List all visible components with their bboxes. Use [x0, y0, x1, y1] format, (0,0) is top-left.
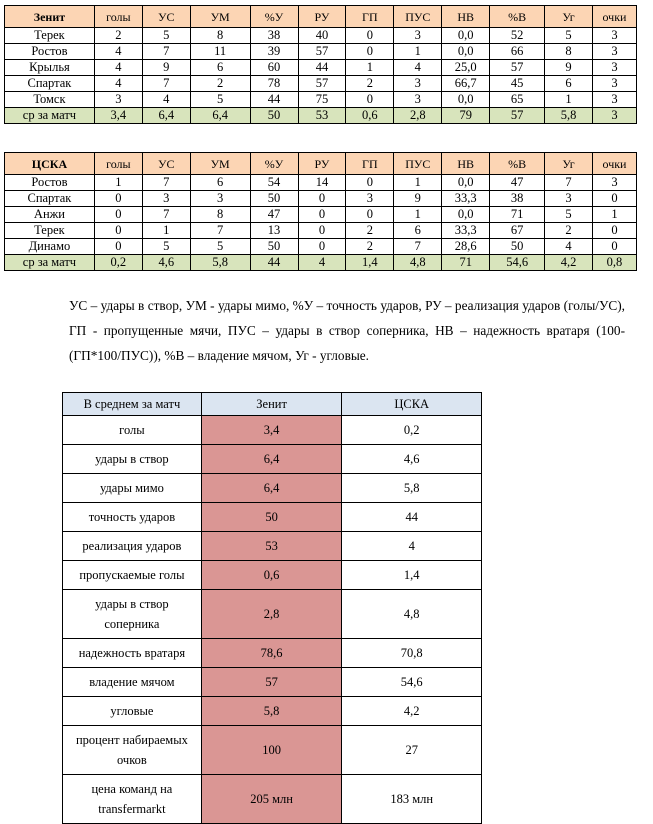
stat-cell: 4	[142, 92, 190, 108]
stat-cell: 0	[592, 239, 636, 255]
column-header: УМ	[190, 153, 250, 175]
opponent-cell: Динамо	[5, 239, 95, 255]
column-header: очки	[592, 6, 636, 28]
stat-cell: 0	[346, 92, 394, 108]
stat-cell: 33,3	[442, 223, 490, 239]
zenit-value: 5,8	[201, 697, 342, 726]
average-cell: 3	[592, 108, 636, 124]
average-cell: 4,6	[142, 255, 190, 271]
table-row	[5, 28, 637, 44]
column-header: голы	[94, 153, 142, 175]
stat-cell: 28,6	[442, 239, 490, 255]
opponent-cell: Терек	[5, 28, 95, 44]
average-cell: 4,2	[545, 255, 593, 271]
stat-cell: 7	[545, 175, 593, 191]
zenit-value: 6,4	[201, 474, 342, 503]
stat-cell: 8	[190, 28, 250, 44]
average-cell: 71	[442, 255, 490, 271]
metric-label: процент набираемых очков	[63, 726, 202, 775]
summary-row	[63, 697, 482, 726]
stat-cell: 5	[545, 28, 593, 44]
stat-cell: 3	[592, 28, 636, 44]
average-cell: 54,6	[490, 255, 545, 271]
metric-label: пропускаемые голы	[63, 561, 202, 590]
stat-cell: 6	[190, 60, 250, 76]
stat-cell: 2	[94, 28, 142, 44]
column-header: Уг	[545, 153, 593, 175]
zenit-value: 0,6	[201, 561, 342, 590]
stat-cell: 1	[94, 175, 142, 191]
cska-value: 4,6	[342, 445, 482, 474]
average-label: ср за матч	[5, 108, 95, 124]
cska-value: 4	[342, 532, 482, 561]
stat-cell: 9	[142, 60, 190, 76]
stat-cell: 39	[250, 44, 298, 60]
column-header: %В	[490, 153, 545, 175]
summary-row	[63, 775, 482, 824]
average-cell: 3,4	[94, 108, 142, 124]
stat-cell: 50	[490, 239, 545, 255]
stat-cell: 4	[94, 76, 142, 92]
stat-cell: 0	[94, 223, 142, 239]
summary-column-header: ЦСКА	[342, 393, 482, 416]
summary-row	[63, 668, 482, 697]
stat-cell: 66,7	[442, 76, 490, 92]
stat-cell: 3	[94, 92, 142, 108]
zenit-value: 78,6	[201, 639, 342, 668]
column-header: Уг	[545, 6, 593, 28]
average-cell: 57	[490, 108, 545, 124]
stat-cell: 0	[346, 28, 394, 44]
stat-cell: 0	[94, 207, 142, 223]
stat-cell: 47	[250, 207, 298, 223]
stat-cell: 44	[250, 92, 298, 108]
summary-column-header: В среднем за матч	[63, 393, 202, 416]
column-header: ГП	[346, 153, 394, 175]
stat-cell: 7	[142, 175, 190, 191]
stat-cell: 6	[394, 223, 442, 239]
team-name-header: Зенит	[5, 6, 95, 28]
cska-stats-table	[4, 152, 637, 271]
stat-cell: 50	[250, 239, 298, 255]
opponent-cell: Терек	[5, 223, 95, 239]
summary-row	[63, 503, 482, 532]
zenit-stats-table	[4, 5, 637, 124]
zenit-value: 50	[201, 503, 342, 532]
zenit-value: 2,8	[201, 590, 342, 639]
stat-cell: 1	[394, 175, 442, 191]
summary-row	[63, 474, 482, 503]
stat-cell: 0	[346, 44, 394, 60]
stat-cell: 1	[346, 60, 394, 76]
summary-row	[63, 639, 482, 668]
stat-cell: 2	[346, 76, 394, 92]
stat-cell: 1	[545, 92, 593, 108]
average-label: ср за матч	[5, 255, 95, 271]
stat-cell: 9	[545, 60, 593, 76]
zenit-value: 3,4	[201, 416, 342, 445]
header-row	[5, 6, 637, 28]
stat-cell: 5	[142, 28, 190, 44]
average-cell: 0,6	[346, 108, 394, 124]
column-header: %У	[250, 153, 298, 175]
average-cell: 6,4	[142, 108, 190, 124]
metric-label: удары мимо	[63, 474, 202, 503]
stat-cell: 25,0	[442, 60, 490, 76]
stat-cell: 8	[545, 44, 593, 60]
stat-cell: 0,0	[442, 175, 490, 191]
stat-cell: 67	[490, 223, 545, 239]
stat-cell: 65	[490, 92, 545, 108]
summary-row	[63, 416, 482, 445]
average-cell: 5,8	[190, 255, 250, 271]
stat-cell: 45	[490, 76, 545, 92]
stat-cell: 0	[298, 223, 346, 239]
zenit-value: 57	[201, 668, 342, 697]
stat-cell: 60	[250, 60, 298, 76]
average-cell: 79	[442, 108, 490, 124]
stat-cell: 1	[142, 223, 190, 239]
table-row	[5, 239, 637, 255]
summary-row	[63, 445, 482, 474]
stat-cell: 38	[490, 191, 545, 207]
opponent-cell: Анжи	[5, 207, 95, 223]
cska-value: 5,8	[342, 474, 482, 503]
cska-value: 44	[342, 503, 482, 532]
table-row	[5, 92, 637, 108]
average-cell: 50	[250, 108, 298, 124]
opponent-cell: Томск	[5, 92, 95, 108]
column-header: НВ	[442, 153, 490, 175]
average-cell: 4	[298, 255, 346, 271]
metric-label: точность ударов	[63, 503, 202, 532]
stat-cell: 0,0	[442, 44, 490, 60]
stat-cell: 3	[592, 60, 636, 76]
stat-cell: 5	[190, 239, 250, 255]
column-header: УС	[142, 153, 190, 175]
stat-cell: 4	[94, 60, 142, 76]
stat-cell: 7	[190, 223, 250, 239]
zenit-value: 100	[201, 726, 342, 775]
table-row	[5, 223, 637, 239]
cska-value: 27	[342, 726, 482, 775]
metric-label: владение мячом	[63, 668, 202, 697]
stat-cell: 3	[592, 92, 636, 108]
stat-cell: 50	[250, 191, 298, 207]
metric-label: удары в створ соперника	[63, 590, 202, 639]
stat-cell: 5	[142, 239, 190, 255]
opponent-cell: Спартак	[5, 76, 95, 92]
stat-cell: 0	[94, 239, 142, 255]
stat-cell: 0	[298, 207, 346, 223]
stat-cell: 2	[346, 239, 394, 255]
opponent-cell: Ростов	[5, 44, 95, 60]
stat-cell: 57	[490, 60, 545, 76]
average-cell: 6,4	[190, 108, 250, 124]
stat-cell: 4	[394, 60, 442, 76]
summary-row	[63, 590, 482, 639]
stat-cell: 4	[545, 239, 593, 255]
stat-cell: 13	[250, 223, 298, 239]
cska-value: 4,2	[342, 697, 482, 726]
stat-cell: 3	[190, 191, 250, 207]
table-row	[5, 175, 637, 191]
summary-row	[63, 532, 482, 561]
column-header: РУ	[298, 6, 346, 28]
average-cell: 5,8	[545, 108, 593, 124]
stat-cell: 3	[592, 76, 636, 92]
stat-cell: 0,0	[442, 92, 490, 108]
stat-cell: 71	[490, 207, 545, 223]
stat-cell: 52	[490, 28, 545, 44]
stat-cell: 8	[190, 207, 250, 223]
stat-cell: 5	[190, 92, 250, 108]
cska-value: 1,4	[342, 561, 482, 590]
zenit-value: 53	[201, 532, 342, 561]
stat-cell: 57	[298, 44, 346, 60]
stat-cell: 3	[545, 191, 593, 207]
stat-cell: 44	[298, 60, 346, 76]
column-header: очки	[592, 153, 636, 175]
stat-cell: 0	[298, 191, 346, 207]
stat-cell: 3	[394, 92, 442, 108]
stat-cell: 33,3	[442, 191, 490, 207]
average-cell: 2,8	[394, 108, 442, 124]
stat-cell: 0	[592, 191, 636, 207]
stat-cell: 7	[142, 76, 190, 92]
metric-label: надежность вратаря	[63, 639, 202, 668]
stat-cell: 1	[592, 207, 636, 223]
summary-row	[63, 726, 482, 775]
average-row	[5, 108, 637, 124]
cska-value: 183 млн	[342, 775, 482, 824]
table-row	[5, 191, 637, 207]
column-header: %В	[490, 6, 545, 28]
stat-cell: 57	[298, 76, 346, 92]
stat-cell: 3	[592, 44, 636, 60]
opponent-cell: Крылья	[5, 60, 95, 76]
column-header: голы	[94, 6, 142, 28]
abbreviation-legend: УС – удары в створ, УМ - удары мимо, %У – точность ударов, РУ – реализация ударов (голы/УС), ГП - пропущенные мячи, ПУС – удары в створ соперника, НВ – надежность вратаря (100-(ГП*100/ПУС)), %В – владение мячом, Уг - угловые.	[69, 298, 625, 363]
stat-cell: 78	[250, 76, 298, 92]
stat-cell: 7	[394, 239, 442, 255]
column-header: %У	[250, 6, 298, 28]
stat-cell: 14	[298, 175, 346, 191]
table-row	[5, 60, 637, 76]
stat-cell: 0	[298, 239, 346, 255]
stat-cell: 9	[394, 191, 442, 207]
average-cell: 0,8	[592, 255, 636, 271]
zenit-value: 205 млн	[201, 775, 342, 824]
average-comparison-table	[62, 392, 482, 824]
header-row	[5, 153, 637, 175]
zenit-value: 6,4	[201, 445, 342, 474]
table-row	[5, 76, 637, 92]
stat-cell: 3	[592, 175, 636, 191]
metric-label: реализация ударов	[63, 532, 202, 561]
stat-cell: 0	[346, 207, 394, 223]
stat-cell: 3	[142, 191, 190, 207]
average-cell: 4,8	[394, 255, 442, 271]
average-row	[5, 255, 637, 271]
column-header: ГП	[346, 6, 394, 28]
cska-value: 0,2	[342, 416, 482, 445]
stat-cell: 54	[250, 175, 298, 191]
metric-label: угловые	[63, 697, 202, 726]
stat-cell: 7	[142, 207, 190, 223]
stat-cell: 2	[346, 223, 394, 239]
stat-cell: 38	[250, 28, 298, 44]
cska-value: 70,8	[342, 639, 482, 668]
cska-value: 4,8	[342, 590, 482, 639]
column-header: НВ	[442, 6, 490, 28]
stat-cell: 3	[394, 76, 442, 92]
stat-cell: 5	[545, 207, 593, 223]
average-cell: 53	[298, 108, 346, 124]
stat-cell: 2	[190, 76, 250, 92]
stat-cell: 0,0	[442, 207, 490, 223]
stat-cell: 11	[190, 44, 250, 60]
average-cell: 44	[250, 255, 298, 271]
table-row	[5, 44, 637, 60]
stat-cell: 0	[592, 223, 636, 239]
column-header: УМ	[190, 6, 250, 28]
summary-header-row	[63, 393, 482, 416]
stat-cell: 1	[394, 44, 442, 60]
stat-cell: 3	[394, 28, 442, 44]
team-name-header: ЦСКА	[5, 153, 95, 175]
stat-cell: 47	[490, 175, 545, 191]
column-header: УС	[142, 6, 190, 28]
stat-cell: 3	[346, 191, 394, 207]
column-header: ПУС	[394, 6, 442, 28]
stat-cell: 6	[190, 175, 250, 191]
column-header: РУ	[298, 153, 346, 175]
stat-cell: 0,0	[442, 28, 490, 44]
stat-cell: 1	[394, 207, 442, 223]
metric-label: голы	[63, 416, 202, 445]
stat-cell: 40	[298, 28, 346, 44]
stat-cell: 75	[298, 92, 346, 108]
metric-label: удары в створ	[63, 445, 202, 474]
average-cell: 1,4	[346, 255, 394, 271]
summary-column-header: Зенит	[201, 393, 342, 416]
stat-cell: 6	[545, 76, 593, 92]
stat-cell: 0	[94, 191, 142, 207]
metric-label: цена команд на transfermarkt	[63, 775, 202, 824]
average-cell: 0,2	[94, 255, 142, 271]
stat-cell: 0	[346, 175, 394, 191]
stat-cell: 7	[142, 44, 190, 60]
table-row	[5, 207, 637, 223]
opponent-cell: Спартак	[5, 191, 95, 207]
column-header: ПУС	[394, 153, 442, 175]
cska-value: 54,6	[342, 668, 482, 697]
stat-cell: 2	[545, 223, 593, 239]
opponent-cell: Ростов	[5, 175, 95, 191]
summary-row	[63, 561, 482, 590]
stat-cell: 4	[94, 44, 142, 60]
stat-cell: 66	[490, 44, 545, 60]
